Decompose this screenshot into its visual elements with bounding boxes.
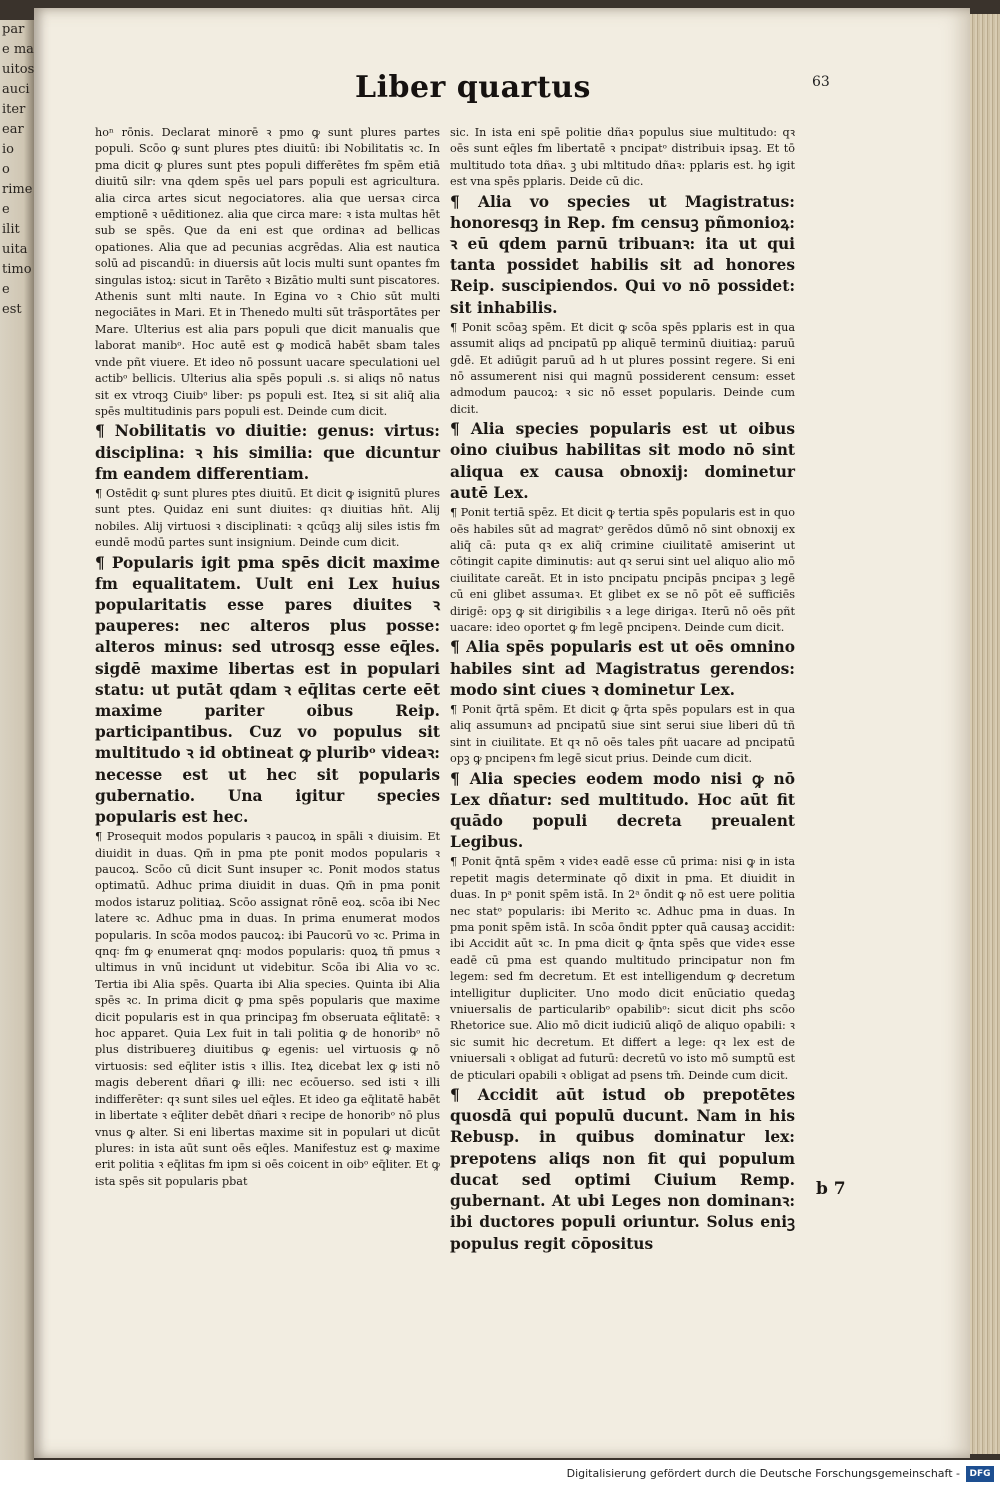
- left-page-fragment: est: [2, 302, 22, 317]
- text-paragraph-large: ¶ Alia species popularis est ut oibus oino ciuibus habilitas sit modo nō sint aliqua ex causa obnoxij: dominetur autē Lex.: [450, 420, 795, 502]
- right-column: [450, 125, 795, 1256]
- left-page-fragment: e: [2, 202, 10, 217]
- commentary-paragraph: sic. In ista eni spē politie dñaꝛ populus siue multitudo: qꝛ oēs sunt eq̄les fm libertatē ꝛ pncipatᵒ distribuiꝛ ipsaꝫ. Et tō multitudo tota dñaꝛ. ꝫ ubi mltitudo dñaꝛ: pplaris est. hꝯ igit est vna spēs pplaris. Deide cū dic.: [450, 126, 795, 189]
- left-page-fragment: auci: [2, 82, 30, 97]
- commentary-paragraph: ¶ Ponit scōaꝫ spēm. Et dicit ꝙ scōa spēs pplaris est in qua assumit aliqs ad pncipatū pp aliquē terminū diuitiaꝝ: paruū gdē. Et adiūgit paruū ad h ut plures possint regere. Si eni nō assumerent nisi qui magnū possiderent censum: esset admodum paucoꝝ: ꝛ sic nō esset popularis. Deinde cum dicit.: [450, 320, 795, 416]
- footer-credit: Digitalisierung gefördert durch die Deutsche Forschungsgemeinschaft -: [566, 1467, 960, 1480]
- text-paragraph-large: ¶ Accidit aūt istud ob prepotētes quosdā qui populū ducunt. Nam in his Rebusp. in quibus dominatur lex: prepotens aliqs non fit qui populum ducat sed optimi Ciuium Remp. gubernant. At ubi Leges non dominanꝛ: ibi ductores populi oriuntur. Solus eniꝫ populus regit cōpositus: [450, 1086, 795, 1253]
- commentary-paragraph: hoⁿ rōnis. Declarat minorē ꝛ pmo ꝙ sunt plures partes populi. Scōo ꝙ sunt plures ptes diuitū: ibi Nobilitatis ꝛc. In pma dicit ꝙ plures sunt ptes populi differētes fm spēm etiā diuitū silr: vna qdem spēs uel pars populi est agricultura. alia circa artes sicut negociatores. alia que uersaꝛ circa emptionē ꝛ uēditionez. alia que circa mare: ꝛ ista multas hēt sub se spēs. Que da eni est que ordinaꝛ ad bellicas opationes. Alia que ad pecunias acgrēdas. Alia est nautica solū ad piscandū: in diuersis aūt locis multi sunt opantes fm singulas istoꝝ: sicut in Tarēto ꝛ Bizātio multi sunt piscatores. Athenis sunt mlti naute. In Egina vo ꝛ Chio sūt multi negociātes in Mari. Et in Thenedo multi sūt trāsportātes per Mare. Ulterius est alia pars populi que dicit manualis que laborat manibᵒ. Hoc autē est ꝙ modicā habēt sbam tales vnde pñt viuere. Et ideo nō possunt uacare speculationi uel actibᵒ bellicis. Ulterius alia spēs populi .s. si aliqs nō natus sit ex vtroqꝫ Ciuibᵒ liber: ps populi est. Iteꝝ si sit aliq̄ alia spēs multitudinis pars populi est. Deinde cum dicit.: [95, 126, 440, 418]
- commentary-paragraph: ¶ Ponit tertiā spēz. Et dicit ꝙ tertia spēs popularis est in quo oēs habiles sūt ad magratᵒ gerēdos dūmō nō sint obnoxij ex aliq̄ cā: puta qꝛ ex aliq̄ crimine ciuilitatē amiserint ut cōtingit capite diminutis: aut qꝛ serui sint uel aliquo alio mō ciuilitate careāt. Et in isto pncipatu pncipās pncipaꝛ ꝫ legē cū eni glibet assumaꝛ. Et glibet ex se nō pōt eē sufficiēs dirigē: opꝫ ꝙ sit dirigibilis ꝛ a lege dirigaꝛ. Iterū nō oēs pñt uacare: ideo oportet ꝙ fm legē pncipenꝛ. Deinde cum dicit.: [450, 506, 795, 634]
- text-paragraph-large: ¶ Popularis igit pma spēs dicit maxime fm equalitatem. Uult eni Lex huius popularitatis esse pares diuites ꝛ pauperes: nec alteros plus posse: alteros minus: sed utrosqꝫ esse eq̄les. sigdē maxime libertas est in populari statu: ut putāt qdam ꝛ eq̄litas certe eēt maxime pariter oibus Reip. participantibus. Cuz vo populus sit multitudo ꝛ id obtineat ꝙ pluribᵒ videaꝛ: necesse est ut hec sit popularis gubernatio. Una igitur species popularis est hec.: [95, 553, 440, 826]
- left-page-fragment: ear: [2, 122, 24, 137]
- text-paragraph-large: ¶ Alia species eodem modo nisi ꝙ nō Lex dñatur: sed multitudo. Hoc aūt fit quādo populi decreta preualent Legibus.: [450, 769, 795, 852]
- page-edges: [970, 14, 1000, 1454]
- left-page-fragment: par: [2, 22, 25, 37]
- signature-mark: b 7: [816, 1179, 846, 1199]
- commentary-paragraph: ¶ Ostēdit ꝙ sunt plures ptes diuitū. Et dicit ꝙ isignitū plures sunt ptes. Quidaz eni sunt diuites: qꝛ diuitias hñt. Alij nobiles. Alij virtuosi ꝛ disciplinati: ꝛ qcūqꝫ alij siles istis fm eundē modū partes sunt insignium. Deinde cum dicit.: [95, 486, 440, 550]
- text-paragraph-large: ¶ Alia spēs popularis est ut oēs omnino habiles sint ad Magistratus gerendos: modo sint ciues ꝛ dominetur Lex.: [450, 638, 795, 699]
- running-title: Liber quartus: [355, 70, 591, 105]
- left-page-fragment: iter: [2, 102, 26, 117]
- commentary-paragraph: ¶ Prosequit modos popularis ꝛ paucoꝝ in spāli ꝛ diuisim. Et diuidit in duas. Qm̄ in pma pte ponit modos popularis ꝛ paucoꝝ. Scōo cū dicit Sunt insuper ꝛc. Ponit modos status optimatū. Adhuc prima diuidit in duas. Qm̄ in pma ponit modos istaruz politiaꝝ. Scōo assignat rōnē eoꝝ. scōa ibi Nec latere ꝛc. Adhuc pma in duas. In prima enumerat modos popularis. In scōa modos paucoꝝ: ibi Paucorū vo ꝛc. Prima in qnq꞉ fm ꝙ enumerat qnq꞉ modos popularis: quoꝝ tñ pmus ꝛ ultimus in vnū incidunt ut videbitur. Scōa ibi Alia vo ꝛc. Tertia ibi Alia spēs. Quarta ibi Alia species. Quinta ibi Alia spēs ꝛc. In prima dicit ꝙ pma spēs popularis que maxime dicit popularis est in qua principaꝫ fm obseruata eq̄litatē: ꝛ hoc apparet. Quia Lex fuit in tali politia ꝙ de honoribᵒ nō plus distribuereꝫ diuitibus ꝙ egenis: uel virtuosis ꝙ nō virtuosis: sed eq̄liter istis ꝛ illis. Iteꝝ dicebat lex ꝙ isti nō magis deberent dñari ꝙ illi: nec ecōuerso. sed isti ꝛ illi indifferēter: qꝛ sunt siles uel eq̄les. Et ideo ga eq̄litatē habēt in libertate ꝛ eq̄liter debēt dñari ꝛ recipe de honoribᵒ nō plus vnus ꝙ alter. Si eni libertas maxime sit in populari ut dicūt plures: in ista aūt sunt oēs eq̄les. Manifestuz est ꝙ maxime erit politia ꝛ eq̄litas fm ipm si oēs coicent in oibᵒ eq̄liter. Et ꝙ ista spēs sit popularis pbat: [95, 830, 440, 1188]
- left-page-fragment: e ma: [2, 42, 34, 57]
- left-page-fragment: io: [2, 142, 14, 157]
- dfg-logo: DFG: [966, 1466, 994, 1482]
- left-page-fragment: ilit: [2, 222, 20, 237]
- commentary-paragraph: ¶ Ponit q̄ntā spēm ꝛ videꝛ eadē esse cū prima: nisi ꝙ in ista repetit magis determinate qō dixit in pma. Et diuidit in duas. In pᵃ ponit spēm istā. In 2ᵃ ōndit ꝙ nō est uere politia nec statᵒ popularis: ibi Merito ꝛc. Adhuc pma in duas. In pma ponit spēm istā. In scōa ōndit ppter quā causaꝫ accidit: ibi Accidit aūt ꝛc. In pma dicit ꝙ q̄nta spēs que videꝛ esse eadē cū pma est quando multitudo principatur non fm legem: sed fm decretum. Et est intelligendum ꝙ decretum intelligitur dupliciter. Uno modo dicit enūciatio quedaꝫ vniuersalis de particularibᵒ opabilibᵒ: sicut dicit phs scōo Rhetorice sue. Alio mō dicit iudiciū aliqō de aliquo opabili: ꝛ sic sumit hic decretum. Et differt a lege: qꝛ lex est de vniuersali ꝛ obligat ad futurū: decretū vo isto mō sumptū est de pticulari opabili ꝛ obligat ad psens tm̄. Deinde cum dicit.: [450, 855, 795, 1082]
- left-page-fragment: timo: [2, 262, 32, 277]
- left-page-fragment: uitos: [2, 62, 34, 77]
- left-page-fragment: uita: [2, 242, 28, 257]
- left-column: [95, 125, 440, 1191]
- left-page-fragment: e: [2, 282, 10, 297]
- text-paragraph-large: ¶ Nobilitatis vo diuitie: genus: virtus: disciplina: ꝛ his similia: que dicuntur fm eandem differentiam.: [95, 422, 440, 483]
- commentary-paragraph: ¶ Ponit q̄rtā spēm. Et dicit ꝙ q̄rta spēs populars est in qua aliq assumunꝛ ad pncipatū siue sint serui siue liberi dū tñ sint in ciuilitate. Et qꝛ nō oēs tales pñt uacare ad pncipatū opꝫ ꝙ pncipenꝛ fm legē sicut prius. Deinde cum dicit.: [450, 702, 795, 766]
- left-page-fragment: rime: [2, 182, 33, 197]
- footer-bar: [0, 1460, 1000, 1491]
- left-page-edge: [0, 20, 34, 1460]
- folio-number: 63: [812, 74, 830, 90]
- text-paragraph-large: ¶ Alia vo species ut Magistratus: honoresqꝫ in Rep. fm censuꝫ pñmonioꝝ: ꝛ eū qdem parnū tribuanꝛ: ita ut qui tanta possidet habilis sit ad honores Reip. suscipiendos. Qui vo nō possidet: sit inhabilis.: [450, 192, 795, 317]
- left-page-fragment: o: [2, 162, 10, 177]
